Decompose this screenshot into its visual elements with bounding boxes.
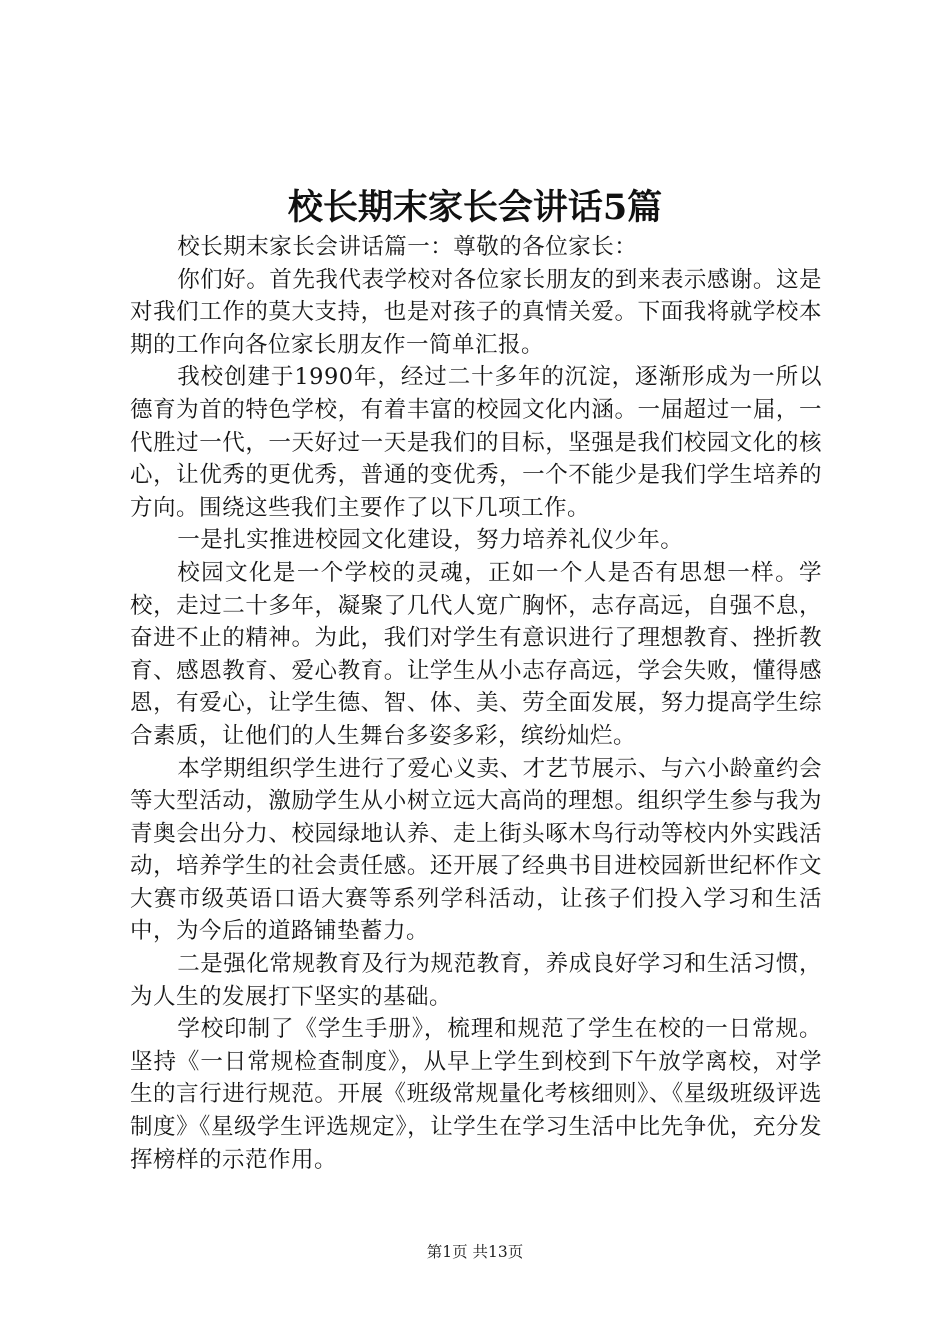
- paragraph-point-two-heading: 二是强化常规教育及行为规范教育，养成良好学习和生活习惯，为人生的发展打下坚实的基础。: [130, 951, 822, 1010]
- page-number-footer: 第1页 共13页: [426, 1243, 524, 1261]
- paragraph-activities: 本学期组织学生进行了爱心义卖、才艺节展示、与六小龄童约会等大型活动，激励学生从小树立远大高尚的理想。组织学生参与我为青奥会出分力、校园绿地认养、走上街头啄木鸟行动等校内外实践活动，培养学生的社会责任感。还开展了经典书目进校园新世纪杯作文大赛市级英语口语大赛等系列学科活动，让孩子们投入学习和生活中，为今后的道路铺垫蓄力。: [130, 755, 822, 945]
- document-title: 校长期末家长会讲话5篇: [287, 187, 663, 228]
- document-body: [130, 231, 822, 1176]
- paragraph-point-one-heading: 一是扎实推进校园文化建设，努力培养礼仪少年。: [177, 527, 684, 554]
- paragraph-campus-culture: 校园文化是一个学校的灵魂，正如一个人是否有思想一样。学校，走过二十多年，凝聚了几代人宽广胸怀，志存高远，自强不息，奋进不止的精神。为此，我们对学生有意识进行了理想教育、挫折教育、感恩教育、爱心教育。让学生从小志存高远，学会失败，懂得感恩，有爱心，让学生德、智、体、美、劳全面发展，努力提高学生综合素质，让他们的人生舞台多姿多彩，缤纷灿烂。: [130, 559, 822, 749]
- paragraph-greeting: 校长期末家长会讲话篇一：尊敬的各位家长：: [177, 234, 638, 260]
- paragraph-opening: 你们好。首先我代表学校对各位家长朋友的到来表示感谢。这是对我们工作的莫大支持，也是对孩子的真情关爱。下面我将就学校本期的工作向各位家长朋友作一简单汇报。: [130, 266, 822, 358]
- paragraph-school-intro: 我校创建于1990年，经过二十多年的沉淀，逐渐形成为一所以德育为首的特色学校，有着丰富的校园文化内涵。一届超过一届，一代胜过一代，一天好过一天是我们的目标，坚强是我们校园文化的核心，让优秀的更优秀，普通的变优秀，一个不能少是我们学生培养的方向。围绕这些我们主要作了以下几项工作。: [130, 364, 822, 521]
- paragraph-routine-norms: 学校印制了《学生手册》，梳理和规范了学生在校的一日常规。坚持《一日常规检查制度》，从早上学生到校到下午放学离校，对学生的言行进行规范。开展《班级常规量化考核细则》、《星级班级评选制度》《星级学生评选规定》，让学生在学习生活中比先争优，充分发挥榜样的示范作用。: [130, 1016, 822, 1173]
